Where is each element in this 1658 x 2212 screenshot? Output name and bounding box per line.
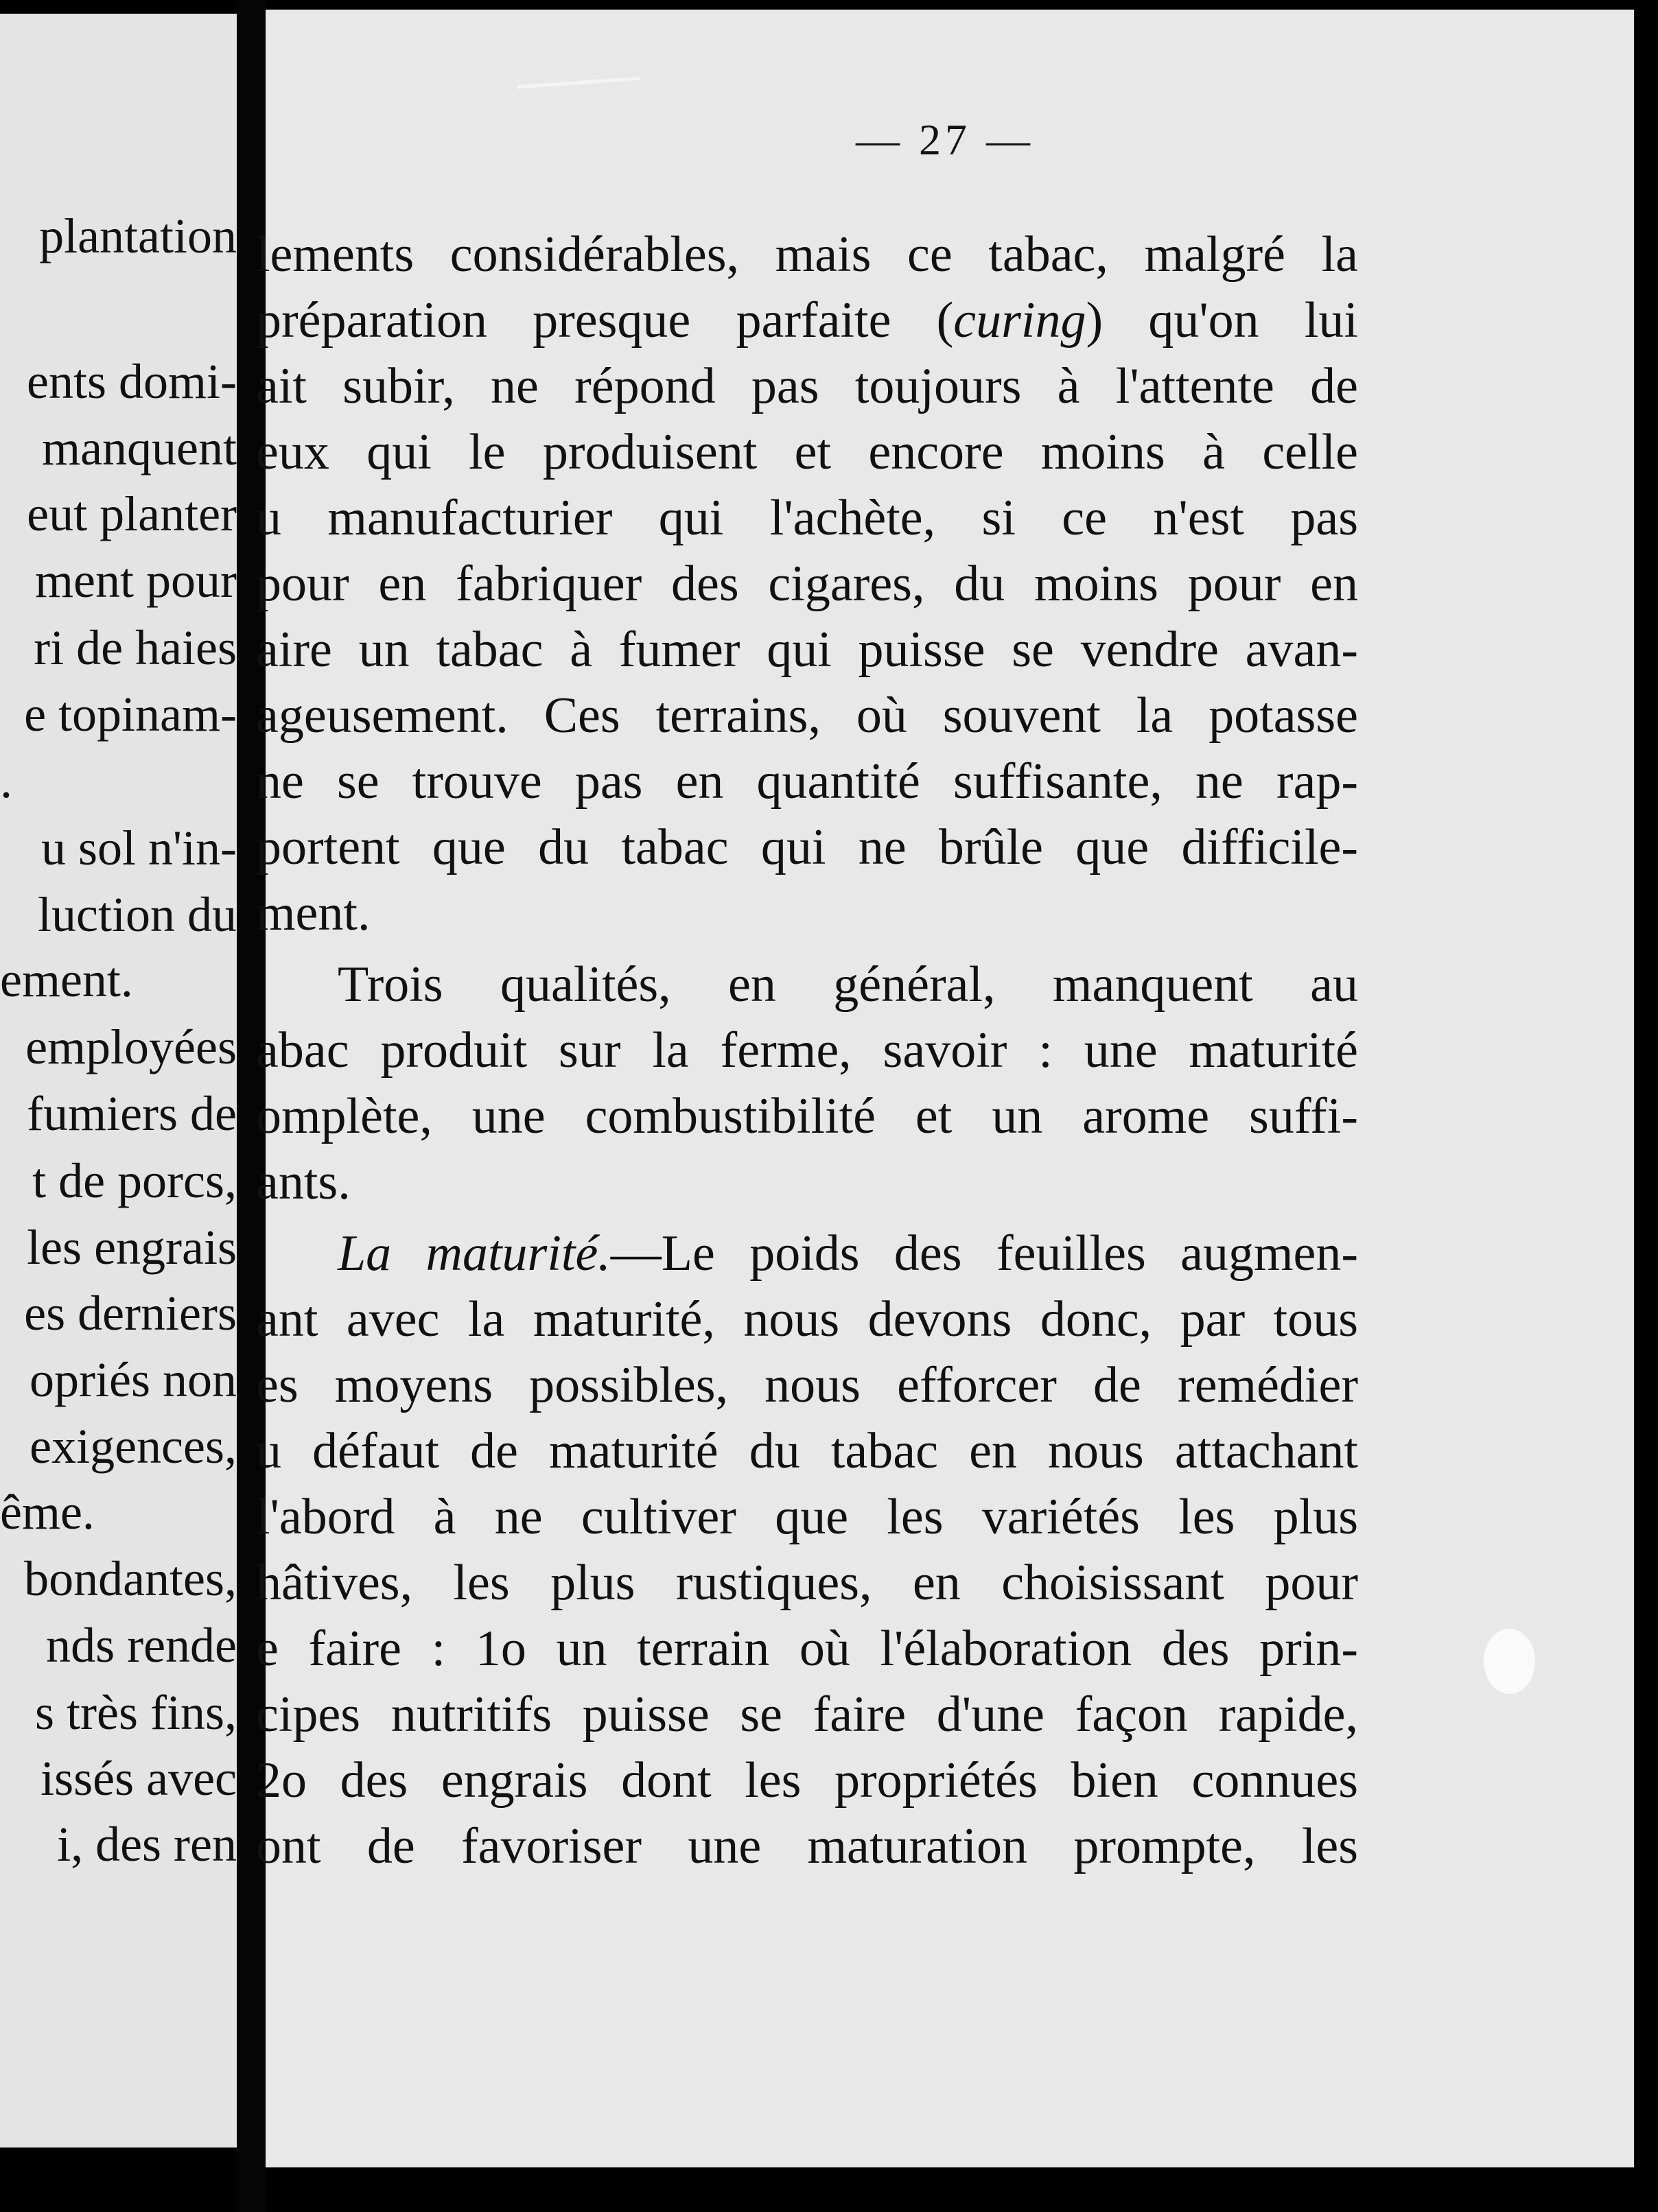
left-fragment: ement. xyxy=(0,952,133,1007)
text-line: cipes nutritifs puisse se faire d'une façon rapide, xyxy=(256,1686,1358,1743)
paper-spot xyxy=(1484,1629,1535,1694)
left-fragment: nds rende xyxy=(46,1618,237,1673)
text-line xyxy=(338,1225,1359,1282)
text-line: e faire : 1o un terrain où l'élaboration des prin- xyxy=(256,1621,1358,1677)
left-fragment: s très fins, xyxy=(35,1685,237,1740)
text-line: ant avec la maturité, nous devons donc, par tous xyxy=(256,1291,1358,1348)
left-fragment: opriés non xyxy=(30,1352,237,1407)
left-fragment: u sol n'in- xyxy=(41,821,237,875)
text-line: hâtives, les plus rustiques, en choisissant pour xyxy=(256,1555,1358,1611)
text-line: ment. xyxy=(256,885,371,941)
italic-term: curing xyxy=(953,292,1086,349)
section-heading: La maturité. xyxy=(338,1225,611,1282)
left-fragment: luction du xyxy=(38,887,237,942)
left-fragment: employées xyxy=(25,1020,237,1074)
text-segment: —Le poids des feuilles augmen- xyxy=(610,1225,1359,1282)
text-line: eux qui le produisent et encore moins à celle xyxy=(256,424,1358,480)
left-fragment: . xyxy=(0,753,12,808)
text-line: ait subir, ne répond pas toujours à l'attente de xyxy=(256,358,1358,414)
left-fragment: plantation xyxy=(39,209,237,263)
text-line: Trois qualités, en général, manquent au xyxy=(338,956,1358,1013)
left-fragment: ri de haies xyxy=(34,620,237,675)
left-fragment: exigences, xyxy=(30,1419,237,1474)
right-page xyxy=(256,10,1634,2167)
text-line: es moyens possibles, nous efforcer de remédier xyxy=(256,1357,1358,1413)
left-fragment: es derniers xyxy=(24,1286,237,1341)
text-line: ont de favoriser une maturation prompte, les xyxy=(256,1818,1358,1874)
text-line: ageusement. Ces terrains, où souvent la potasse xyxy=(256,687,1358,744)
text-line: omplète, une combustibilité et un arome suffi- xyxy=(256,1088,1358,1144)
left-facing-page xyxy=(0,14,237,2148)
left-fragment: fumiers de xyxy=(27,1086,237,1141)
text-line: pour en fabriquer des cigares, du moins pour en xyxy=(256,556,1358,612)
text-line: lements considérables, mais ce tabac, malgré la xyxy=(256,226,1358,283)
left-fragment: issés avec xyxy=(40,1751,237,1806)
text-line: ne se trouve pas en quantité suffisante, ne rap- xyxy=(256,753,1358,810)
left-fragment: les engrais xyxy=(27,1220,237,1275)
text-segment: préparation presque parfaite ( xyxy=(256,292,954,349)
text-line: l'abord à ne cultiver que les variétés les plus xyxy=(256,1489,1358,1545)
text-line: u manufacturier qui l'achète, si ce n'est pas xyxy=(256,490,1358,546)
text-line: abac produit sur la ferme, savoir : une maturité xyxy=(256,1022,1358,1079)
left-fragment: ême. xyxy=(0,1485,95,1540)
text-line: 2o des engrais dont les propriétés bien connues xyxy=(256,1752,1358,1809)
page-number: — 27 — xyxy=(856,115,1034,164)
left-fragment: ents domi- xyxy=(27,354,237,409)
text-line: aire un tabac à fumer qui puisse se vendre avan- xyxy=(256,622,1358,678)
scan-edge xyxy=(1634,0,1658,2212)
left-fragment: eut planter xyxy=(27,486,237,541)
text-segment: ) qu'on lui xyxy=(1086,292,1358,349)
text-line: u défaut de maturité du tabac en nous attachant xyxy=(256,1423,1358,1479)
left-fragment: i, des ren xyxy=(57,1817,237,1872)
text-line xyxy=(256,292,1358,349)
left-fragment: manquent xyxy=(42,421,237,475)
left-fragment: bondantes, xyxy=(24,1551,237,1606)
left-fragment: ment pour xyxy=(35,553,237,608)
scan-mark xyxy=(517,77,640,89)
left-fragment: t de porcs, xyxy=(32,1153,237,1208)
text-line: portent que du tabac qui ne brûle que difficile- xyxy=(256,819,1358,875)
text-line: ants. xyxy=(256,1154,351,1210)
left-fragment: e topinam- xyxy=(24,687,237,742)
